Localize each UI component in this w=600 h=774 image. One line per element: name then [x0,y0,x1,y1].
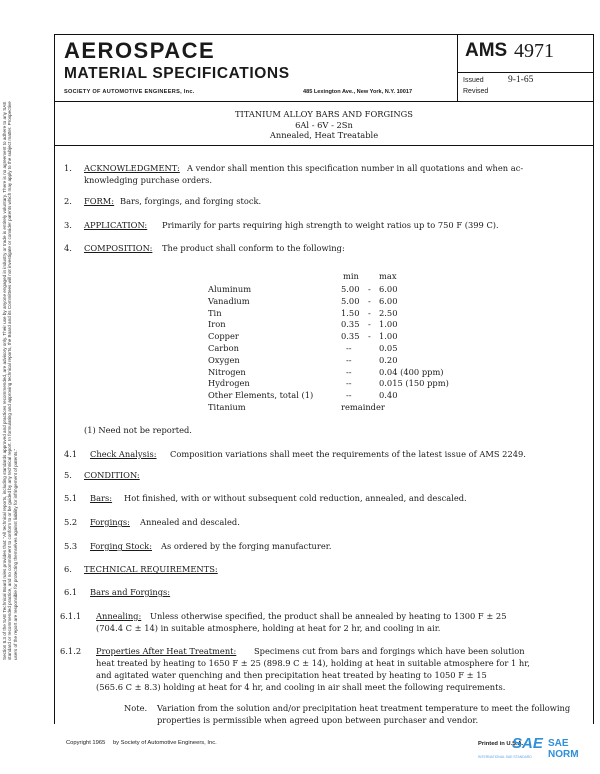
s2-num: 2. [64,196,72,206]
col-max-header: max [379,271,397,281]
s5-num: 5. [64,470,72,480]
s611-text-b: (704.4 C ± 14) in suitable atmosphere, holding at heat for 2 hr, and cooling in air. [96,623,441,633]
issued-date: 9-1-65 [508,75,534,85]
copyright-year: Copyright 1965 [66,740,106,746]
s61-num: 6.1 [64,587,78,597]
header-right [458,35,593,101]
composition-dash: - [368,319,371,330]
ams-number-box [458,35,593,73]
s3-heading: APPLICATION: [84,220,148,230]
s41-text: Composition variations shall meet the requirements of the latest issue of AMS 2249. [170,449,526,459]
composition-max: 0.05 [379,343,398,353]
s612-text-b: heat treated by heating to 1650 F ± 25 (898.9 C ± 14), holding at heat in suitable atmosphere for 1 hr, [96,658,530,668]
subject-line-2: 6Al - 6V - 2Sn [295,119,353,130]
composition-element: Iron [208,319,226,330]
sae-norm-logo: SAE NORM [548,738,579,760]
composition-min: -- [346,378,352,389]
composition-min: -- [346,366,352,377]
composition-max: 6.00 [379,284,398,294]
s611-num: 6.1.1 [60,611,82,621]
s5-heading: CONDITION: [84,470,140,480]
composition-min: -- [346,390,352,401]
issued-label: Issued [463,77,484,84]
composition-element: Vanadium [208,295,250,306]
composition-min: 5.00 [341,284,360,294]
s612-heading: Properties After Heat Treatment: [96,646,237,656]
subject-heading [55,102,593,146]
s1-num: 1. [64,163,72,173]
composition-element: Tin [208,307,222,318]
s51-heading: Bars: [90,493,113,503]
ams-label: AMS [465,40,508,61]
header-frame [54,34,594,102]
note-1: (1) Need not be reported. [84,425,192,435]
society-address: 485 Lexington Ave., New York, N.Y. 10017 [303,89,413,95]
s1-text-a: A vendor shall mention this specification number in all quotations and when ac- [187,163,524,173]
note-text-a: Variation from the solution and/or precipitation heat treatment temperature to meet the following [157,703,571,713]
composition-max: 0.04 (400 ppm) [379,366,444,377]
s52-heading: Forgings: [90,517,130,527]
composition-element: Hydrogen [208,378,250,389]
composition-min: remainder [341,402,385,412]
composition-element: Copper [208,331,239,342]
composition-element: Nitrogen [208,366,246,377]
title-aerospace: AEROSPACE [64,38,216,63]
note-label: Note. [124,703,148,713]
composition-min: -- [346,354,352,365]
logo-subline: INTERNATIONAL SAE STANDARD [478,755,532,759]
composition-element: Oxygen [208,354,240,365]
s612-num: 6.1.2 [60,646,82,656]
composition-min: 5.00 [341,295,360,306]
s51-num: 5.1 [64,493,78,503]
header-left [55,35,458,101]
composition-dash: - [368,307,371,318]
composition-element: Aluminum [208,284,252,294]
s1-text-b: knowledging purchase orders. [84,175,213,185]
sae-logo: SAE [512,735,543,752]
s4-num: 4. [64,243,72,253]
s53-text: As ordered by the forging manufacturer. [161,541,332,551]
s52-num: 5.2 [64,517,78,527]
composition-max: 1.00 [379,331,398,342]
side-legal-text-content: Section 8.3 of the SAE Technical Board rules provides that: "All technical reports, including standards approved and practices recommended, are advisory only. Their use by anyone engaged in industry or trade is entirely voluntary. There is no agreement to adhere to any SAE standard or recommended practice, and no commitment to conform to or be guided by any technical report. In formulating and approving technical reports, the Board and its Committees will not investigate or consider patents which may apply to the subject matter. Prospective users of the report are responsible for protecting themselves against liability for infringement of patents." [2,101,18,660]
composition-element: Carbon [208,343,239,353]
composition-dash: - [368,331,371,342]
composition-max: 2.50 [379,307,398,318]
side-legal-text [2,100,24,660]
composition-min: 0.35 [341,331,360,342]
s52-text: Annealed and descaled. [140,517,240,527]
subject-line-1: TITANIUM ALLOY BARS AND FORGINGS [235,109,413,119]
s51-text: Hot finished, with or without subsequent cold reduction, annealed, and descaled. [124,493,467,503]
s611-text-a: Unless otherwise specified, the product shall be annealed by heating to 1300 F ± 25 [150,611,507,621]
s3-text: Primarily for parts requiring high strength to weight ratios up to 750 F (399 C). [162,220,499,230]
copyright-holder: by Society of Automotive Engineers, Inc. [112,740,217,746]
s41-heading: Check Analysis: [90,449,157,459]
s612-text-a: Specimens cut from bars and forgings which have been solution [254,646,525,656]
s3-num: 3. [64,220,72,230]
s612-text-d: (565.6 C ± 8.3) holding at heat for 4 hr, and cooling in air shall meet the following requirements. [96,682,506,692]
revised-label: Revised [463,88,489,95]
s53-heading: Forging Stock: [90,541,153,551]
s612-text-c: and agitated water quenching and then precipitation heat treated by heating to 1050 F ± 15 [96,670,487,680]
composition-element: Titanium [208,402,246,412]
title-material-specifications: MATERIAL SPECIFICATIONS [64,65,290,82]
ams-number: 4971 [514,40,554,62]
composition-max: 0.015 (150 ppm) [379,378,449,389]
col-min-header: min [343,271,359,281]
s61-heading: Bars and Forgings: [90,587,171,597]
printed-in: Printed in U.S.A. [478,741,524,747]
composition-dash: - [368,295,371,306]
composition-max: 0.20 [379,354,398,365]
composition-min: -- [346,343,352,353]
composition-max: 6.00 [379,295,398,306]
s53-num: 5.3 [64,541,78,551]
composition-max: 0.40 [379,390,398,401]
composition-dash: - [368,284,371,294]
s4-heading: COMPOSITION: [84,243,153,253]
composition-min: 0.35 [341,319,360,330]
composition-min: 1.50 [341,307,360,318]
footer-copyright [66,740,217,746]
subject-line-3: Annealed, Heat Treatable [269,130,379,140]
s2-heading: FORM: [84,196,115,206]
s2-text: Bars, forgings, and forging stock. [120,196,262,206]
note-text-b: properties is permissible when agreed upon between purchaser and vendor. [157,715,479,725]
s6-num: 6. [64,564,72,574]
s4-text: The product shall conform to the following: [162,243,345,253]
s6-heading: TECHNICAL REQUIREMENTS: [84,564,218,574]
society-name: SOCIETY OF AUTOMOTIVE ENGINEERS, Inc. [64,89,195,95]
composition-max: 1.00 [379,319,398,330]
s611-heading: Annealing: [96,611,142,621]
s1-heading: ACKNOWLEDGMENT: [84,163,180,173]
composition-element: Other Elements, total (1) [208,390,314,401]
s41-num: 4.1 [64,449,78,459]
